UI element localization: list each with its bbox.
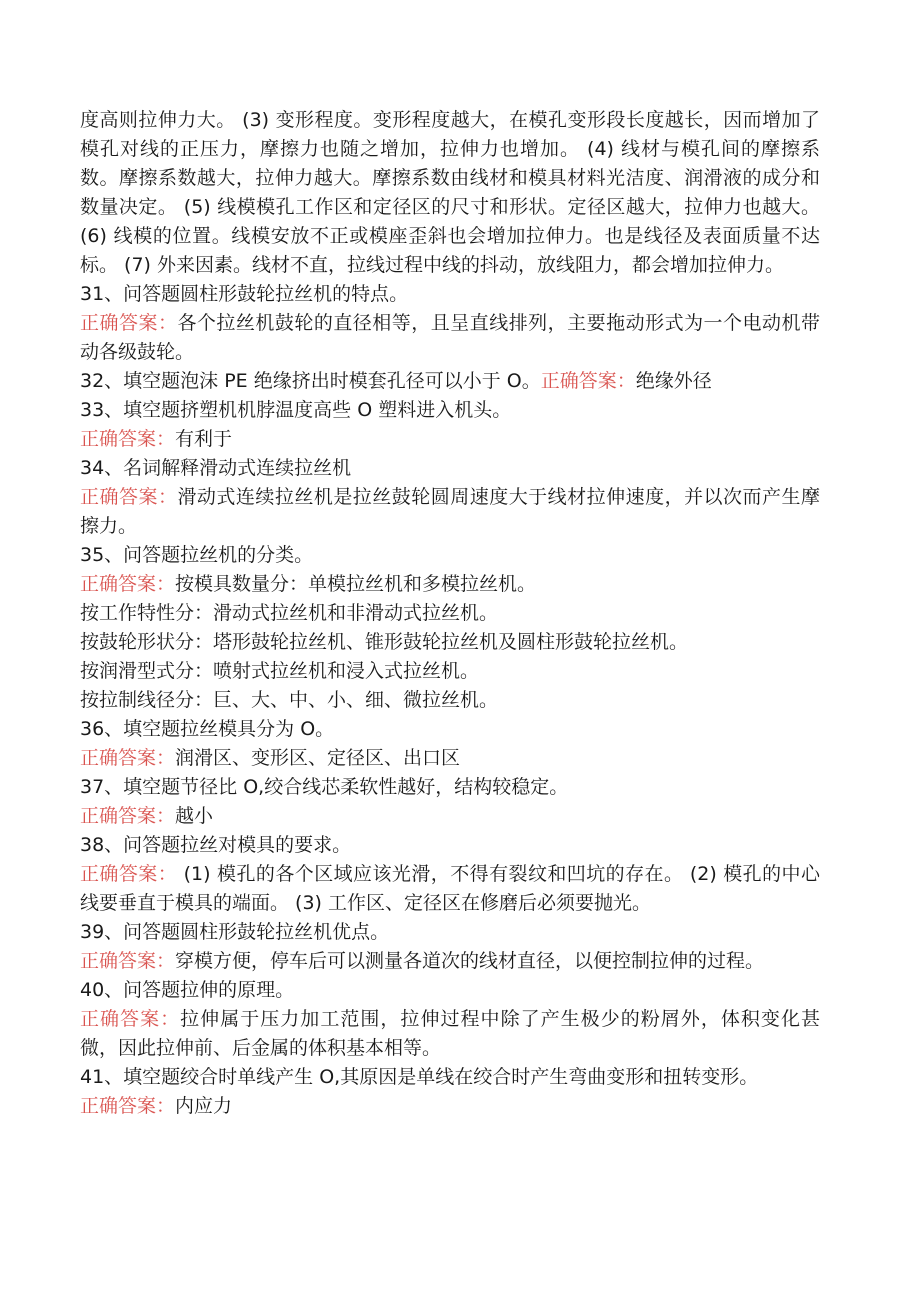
answer-text: 滑动式连续拉丝机是拉丝鼓轮圆周速度大于线材拉伸速度，并以次而产生摩擦力。	[80, 486, 820, 537]
answer-label: 正确答案：	[80, 428, 176, 450]
document-page	[80, 106, 820, 1121]
answer-35-line-5: 按拉制线径分：巨、大、中、小、细、微拉丝机。	[80, 689, 499, 711]
answer-text: 绝缘外径	[635, 370, 712, 392]
answer-label: 正确答案：	[80, 1095, 176, 1117]
answer-label: 正确答案：	[80, 312, 178, 334]
question-text: 32、填空题泡沫 PE 绝缘挤出时模套孔径可以小于 O。	[80, 370, 541, 392]
question-39: 39、问答题圆柱形鼓轮拉丝机优点。	[80, 921, 390, 943]
answer-text: 润滑区、变形区、定径区、出口区	[175, 747, 461, 769]
answer-33	[80, 425, 820, 454]
answer-text: 有利于	[175, 428, 233, 450]
answer-label: 正确答案：	[80, 805, 176, 827]
answer-37	[80, 802, 820, 831]
answer-label: 正确答案：	[80, 486, 178, 508]
answer-label: 正确答案：	[540, 370, 636, 392]
question-34: 34、名词解释滑动式连续拉丝机	[80, 457, 352, 479]
answer-36	[80, 744, 820, 773]
answer-label: 正确答案：	[80, 1008, 181, 1030]
answer-text: 穿模方便，停车后可以测量各道次的线材直径，以便控制拉伸的过程。	[175, 950, 765, 972]
question-37: 37、填空题节径比 O,绞合线芯柔软性越好，结构较稳定。	[80, 776, 569, 798]
question-36: 36、填空题拉丝模具分为 O。	[80, 718, 335, 740]
answer-label: 正确答案：	[80, 863, 178, 885]
answer-41	[80, 1092, 820, 1121]
question-33: 33、填空题挤塑机机脖温度高些 O 塑料进入机头。	[80, 399, 512, 421]
answer-39	[80, 947, 820, 976]
answer-40	[80, 1005, 820, 1063]
answer-35	[80, 570, 820, 599]
answer-35-line-4: 按润滑型式分：喷射式拉丝机和浸入式拉丝机。	[80, 660, 480, 682]
answer-34	[80, 483, 820, 541]
question-32	[80, 367, 820, 396]
answer-38	[80, 860, 820, 918]
intro-paragraph: 度高则拉伸力大。 (3) 变形程度。变形程度越大，在模孔变形段长度越长，因而增加了模孔对线的正压力，摩擦力也随之增加，拉伸力也增加。 (4) 线材与模孔间的摩擦系数。摩擦系数越大，拉伸力越大。摩擦系数由线材和模具材料光洁度、润滑液的成分和数量决定。 (5) 线模模孔工作区和定径区的尺寸和形状。定径区越大，拉伸力也越大。 (6) 线模的位置。线模安放不正或模座歪斜也会增加拉伸力。也是线径及表面质量不达标。 (7) 外来因素。线材不直，拉线过程中线的抖动，放线阻力，都会增加拉伸力。	[80, 109, 820, 276]
answer-31	[80, 309, 820, 367]
question-41: 41、填空题绞合时单线产生 O,其原因是单线在绞合时产生弯曲变形和扭转变形。	[80, 1066, 759, 1088]
question-31: 31、问答题圆柱形鼓轮拉丝机的特点。	[80, 283, 409, 305]
answer-text: 内应力	[175, 1095, 233, 1117]
answer-label: 正确答案：	[80, 950, 176, 972]
answer-label: 正确答案：	[80, 573, 176, 595]
question-35: 35、问答题拉丝机的分类。	[80, 544, 314, 566]
answer-label: 正确答案：	[80, 747, 176, 769]
answer-text: 按模具数量分：单模拉丝机和多模拉丝机。	[175, 573, 537, 595]
answer-text: (1) 模孔的各个区域应该光滑，不得有裂纹和凹坑的存在。 (2) 模孔的中心线要垂直于模具的端面。 (3) 工作区、定径区在修磨后必须要抛光。	[80, 863, 820, 914]
answer-text: 各个拉丝机鼓轮的直径相等，且呈直线排列，主要拖动形式为一个电动机带动各级鼓轮。	[80, 312, 820, 363]
question-40: 40、问答题拉伸的原理。	[80, 979, 295, 1001]
question-38: 38、问答题拉丝对模具的要求。	[80, 834, 352, 856]
answer-35-line-3: 按鼓轮形状分：塔形鼓轮拉丝机、锥形鼓轮拉丝机及圆柱形鼓轮拉丝机。	[80, 631, 689, 653]
answer-text: 拉伸属于压力加工范围，拉伸过程中除了产生极少的粉屑外，体积变化甚微，因此拉伸前、后金属的体积基本相等。	[80, 1008, 820, 1059]
answer-text: 越小	[175, 805, 214, 827]
answer-35-line-2: 按工作特性分：滑动式拉丝机和非滑动式拉丝机。	[80, 602, 499, 624]
